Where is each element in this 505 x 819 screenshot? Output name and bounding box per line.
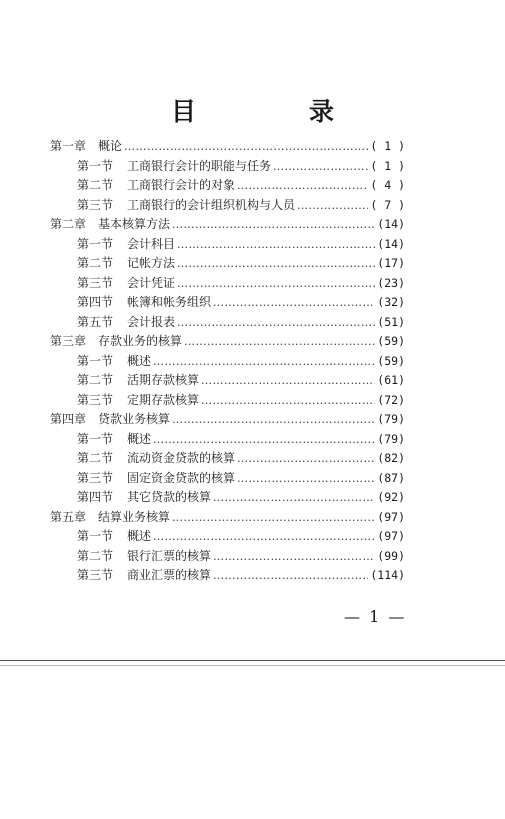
toc-label: 工商银行会计的职能与任务: [127, 158, 272, 173]
toc-number: 第一节: [77, 236, 114, 251]
toc-section: [50, 547, 405, 567]
leader-dots: [172, 511, 375, 524]
toc-label: 概述: [127, 529, 152, 543]
toc-label: 商业汇票的核算: [127, 568, 212, 582]
toc-number: 第二节: [77, 178, 114, 192]
toc-number: 第一章: [50, 139, 87, 153]
toc-number: 第三节: [77, 275, 114, 290]
toc-page: ( 1 ): [370, 139, 405, 153]
toc-section: [50, 469, 405, 489]
page-title: 目 录: [170, 97, 378, 126]
toc-section: [50, 566, 405, 586]
leader-dots: [153, 355, 375, 368]
leader-dots: [237, 179, 368, 192]
toc-number: 第五节: [77, 314, 114, 329]
toc-page: (87): [377, 470, 405, 485]
toc-page: (97): [377, 529, 405, 543]
toc-page: (14): [377, 236, 405, 251]
toc-number: 第三节: [77, 197, 114, 212]
leader-dots: [172, 413, 375, 426]
toc-section: [50, 293, 405, 313]
toc-label: 结算业务核算: [98, 509, 171, 524]
table-of-contents: [50, 137, 405, 586]
toc-section: [50, 157, 405, 177]
toc-number: 第二节: [77, 373, 114, 387]
leader-dots: [177, 257, 375, 270]
scan-edge-line: [0, 665, 505, 666]
toc-chapter-1: [50, 137, 405, 157]
toc-page: (59): [377, 334, 405, 348]
leader-dots: [201, 394, 375, 407]
leader-dots: [213, 550, 375, 563]
toc-section: [50, 254, 405, 274]
toc-section: [50, 371, 405, 391]
toc-page: (32): [377, 295, 405, 309]
toc-label: 存款业务的核算: [98, 334, 183, 348]
toc-label: 流动资金贷款的核算: [127, 451, 236, 465]
toc-label: 银行汇票的核算: [127, 548, 212, 563]
leader-dots: [153, 530, 375, 543]
toc-section: [50, 430, 405, 450]
page-number: — 1 —: [344, 607, 407, 626]
toc-number: 第二节: [77, 451, 114, 465]
toc-page: (92): [377, 490, 405, 504]
toc-label: 其它贷款的核算: [127, 490, 212, 504]
toc-number: 第三节: [77, 470, 114, 485]
toc-page: ( 7 ): [370, 197, 405, 212]
toc-section: [50, 488, 405, 508]
leader-dots: [237, 452, 375, 465]
toc-number: 第二节: [77, 548, 114, 563]
toc-number: 第三节: [77, 568, 114, 582]
toc-label: 概述: [127, 431, 152, 446]
toc-page: (23): [377, 275, 405, 290]
toc-chapter-2: [50, 215, 405, 235]
toc-page: ( 1 ): [370, 158, 405, 173]
toc-section: [50, 352, 405, 372]
toc-label: 会计报表: [127, 314, 176, 329]
toc-number: 第一节: [77, 158, 114, 173]
toc-page: (72): [377, 392, 405, 407]
leader-dots: [177, 238, 375, 251]
toc-section: [50, 176, 405, 196]
leader-dots: [213, 296, 375, 309]
leader-dots: [177, 277, 375, 290]
toc-number: 第二节: [77, 256, 114, 270]
toc-section: [50, 196, 405, 216]
toc-number: 第三章: [50, 334, 87, 348]
leader-dots: [213, 491, 375, 504]
toc-number: 第四节: [77, 490, 114, 504]
toc-page: (14): [377, 217, 405, 231]
toc-label: 基本核算方法: [98, 217, 171, 231]
toc-page: ( 4 ): [370, 178, 405, 192]
leader-dots: [184, 335, 375, 348]
toc-page: (61): [377, 373, 405, 387]
toc-page: (114): [370, 568, 405, 582]
toc-page: (82): [377, 451, 405, 465]
toc-label: 帐簿和帐务组织: [127, 295, 212, 309]
toc-page: (97): [377, 509, 405, 524]
toc-page: (59): [377, 353, 405, 368]
leader-dots: [201, 374, 375, 387]
toc-label: 工商银行会计的对象: [127, 178, 236, 192]
toc-number: 第四节: [77, 295, 114, 309]
toc-chapter-5: [50, 508, 405, 528]
leader-dots: [297, 199, 368, 212]
toc-number: 第二章: [50, 217, 87, 231]
toc-chapter-4: [50, 410, 405, 430]
scan-edge-line: [0, 660, 505, 661]
leader-dots: [273, 160, 368, 173]
toc-label: 工商银行的会计组织机构与人员: [127, 197, 296, 212]
leader-dots: [177, 316, 375, 329]
leader-dots: [124, 140, 368, 153]
toc-label: 记帐方法: [127, 256, 176, 270]
toc-chapter-3: [50, 332, 405, 352]
leader-dots: [153, 433, 375, 446]
toc-page: (51): [377, 314, 405, 329]
toc-label: 会计科目: [127, 236, 176, 251]
toc-section: [50, 313, 405, 333]
toc-page: (17): [377, 256, 405, 270]
toc-section: [50, 527, 405, 547]
toc-number: 第三节: [77, 392, 114, 407]
toc-section: [50, 235, 405, 255]
toc-number: 第五章: [50, 509, 87, 524]
toc-label: 定期存款核算: [127, 392, 200, 407]
toc-section: [50, 274, 405, 294]
leader-dots: [237, 472, 375, 485]
toc-label: 会计凭证: [127, 275, 176, 290]
leader-dots: [172, 218, 375, 231]
toc-label: 概论: [98, 139, 123, 153]
toc-label: 固定资金贷款的核算: [127, 470, 236, 485]
toc-page: (79): [377, 412, 405, 426]
toc-label: 贷款业务核算: [98, 412, 171, 426]
toc-page: (99): [377, 548, 405, 563]
toc-number: 第四章: [50, 412, 87, 426]
toc-section: [50, 391, 405, 411]
toc-number: 第一节: [77, 529, 114, 543]
toc-number: 第一节: [77, 431, 114, 446]
toc-label: 概述: [127, 353, 152, 368]
toc-label: 活期存款核算: [127, 373, 200, 387]
toc-number: 第一节: [77, 353, 114, 368]
leader-dots: [213, 569, 368, 582]
toc-section: [50, 449, 405, 469]
toc-page: (79): [377, 431, 405, 446]
